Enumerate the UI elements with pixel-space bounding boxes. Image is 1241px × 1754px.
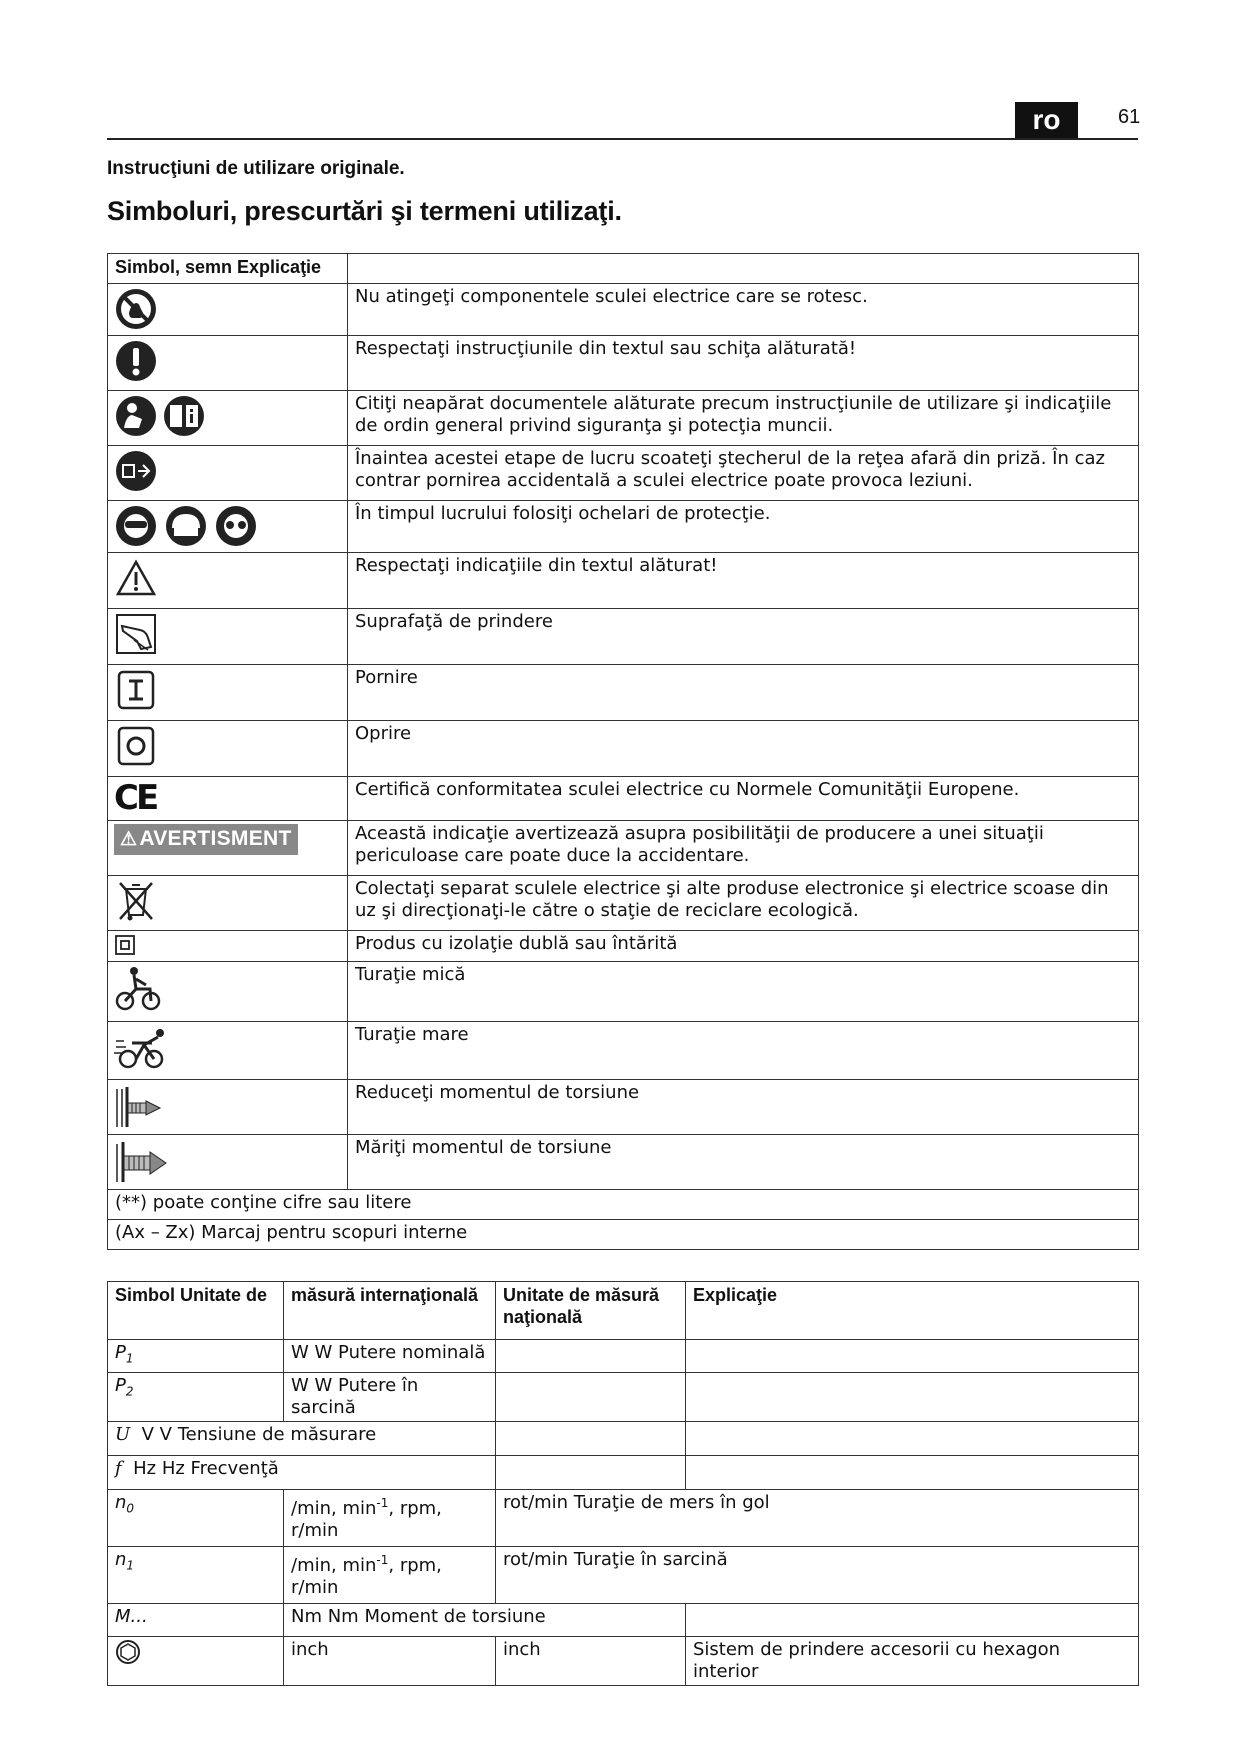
increase-torque-icon xyxy=(114,1138,170,1186)
power-on-icon xyxy=(114,668,158,712)
high-speed-icon xyxy=(114,1025,170,1073)
symbols-table xyxy=(107,253,1139,1250)
unit-explanation xyxy=(686,1373,1139,1422)
table-row xyxy=(108,665,1139,721)
table-row xyxy=(108,391,1139,446)
table-row xyxy=(108,1604,1139,1637)
table-row xyxy=(108,284,1139,336)
symbol-explanation: Respectaţi instrucţiunile din textul sau schiţa alăturată! xyxy=(348,336,1139,391)
table-row xyxy=(108,821,1139,876)
units-header-symbol: Simbol Unitate de xyxy=(108,1282,284,1340)
unit-international: inch xyxy=(284,1637,496,1686)
unit-symbol: P xyxy=(115,1375,126,1396)
unit-international: V V Tensiune de măsurare xyxy=(141,1424,377,1445)
unit-national xyxy=(496,1456,686,1490)
symbol-explanation: Colectaţi separat sculele electrice şi alte produse electronice şi electrice scoase din uz şi direcţionaţi-le către o staţie de reciclare ecologică. xyxy=(348,876,1139,931)
table-row xyxy=(108,1022,1139,1080)
reduce-torque-icon xyxy=(114,1083,164,1131)
symbol-explanation: Nu atingeţi componentele sculei electrice care se rotesc. xyxy=(348,284,1139,336)
table-row xyxy=(108,446,1139,501)
symbol-explanation: Pornire xyxy=(348,665,1139,721)
symbol-explanation: Suprafaţă de prindere xyxy=(348,609,1139,665)
document-subtitle: Instrucţiuni de utilizare originale. xyxy=(107,158,405,179)
unit-international: /min, $\min^{-1}$, rpm, r/min xyxy=(284,1547,496,1604)
table-row xyxy=(108,1422,1139,1456)
table-row: $P_1$ W W Putere nominală xyxy=(108,1340,1139,1373)
unit-international: W W Putere nominală xyxy=(284,1340,496,1373)
symbol-explanation: În timpul lucrului folosiţi ochelari de protecţie. xyxy=(348,501,1139,553)
table-row xyxy=(108,931,1139,962)
table-header-row xyxy=(108,254,1139,284)
symbol-explanation: Turaţie mare xyxy=(348,1022,1139,1080)
table-row xyxy=(108,336,1139,391)
table-row xyxy=(108,501,1139,553)
avertisment-badge: ⚠AVERTISMENT xyxy=(114,824,298,855)
units-header-explanation: Explicaţie xyxy=(686,1282,1139,1340)
unplug-icon xyxy=(114,449,158,493)
no-touch-rotating-icon xyxy=(114,287,158,331)
unit-symbol: P xyxy=(115,1342,126,1363)
table-row xyxy=(108,1135,1139,1190)
unit-explanation xyxy=(686,1604,1139,1637)
page-number: 61 xyxy=(1118,106,1141,128)
units-table xyxy=(107,1281,1139,1686)
symbol-explanation: Oprire xyxy=(348,721,1139,777)
unit-international: Hz Hz Frecvenţă xyxy=(133,1458,279,1479)
table-row xyxy=(108,1190,1139,1220)
language-badge: ro xyxy=(1015,102,1078,138)
unit-national xyxy=(496,1422,686,1456)
power-off-icon xyxy=(114,724,158,768)
symbol-explanation: Reduceţi momentul de torsiune xyxy=(348,1080,1139,1135)
unit-national xyxy=(496,1373,686,1422)
unit-symbol: n xyxy=(115,1492,127,1513)
table-row: $n_1$ /min, $\min^{-1}$, rpm, r/min rot/min Turaţie în sarcină xyxy=(108,1547,1139,1604)
symbol-explanation: Această indicaţie avertizează asupra posibilităţii de producere a unei situaţii periculoase care poate duce la accidentare. xyxy=(348,821,1139,876)
unit-national xyxy=(496,1340,686,1373)
ce-mark-icon: CE xyxy=(114,778,157,818)
grip-surface-icon xyxy=(114,612,158,656)
footnote: (**) poate conţine cifre sau litere xyxy=(108,1190,1139,1220)
table-row xyxy=(108,553,1139,609)
unit-symbol: M... xyxy=(115,1606,148,1627)
units-header-international: măsură internaţională xyxy=(284,1282,496,1340)
protective-gear-icon xyxy=(114,504,258,548)
table-row xyxy=(108,1456,1139,1490)
page-title: Simboluri, prescurtări şi termeni utilizaţi. xyxy=(107,196,622,226)
symbol-explanation: Citiţi neapărat documentele alăturate precum instrucţiunile de utilizare şi indicaţiile de ordin general privind siguranţa şi potecţia muncii. xyxy=(348,391,1139,446)
symbol-explanation: Înaintea acestei etape de lucru scoateţi ştecherul de la reţea afară din priză. În caz contrar pornirea accidentală a sculei electrice poate provoca leziuni. xyxy=(348,446,1139,501)
symbol-explanation: Turaţie mică xyxy=(348,962,1139,1022)
warning-triangle-icon xyxy=(114,556,158,600)
symbols-header: Simbol, semn Explicaţie xyxy=(108,254,348,284)
low-speed-icon xyxy=(114,965,162,1013)
table-row: $P_2$ W W Putere în sarcină xyxy=(108,1373,1139,1422)
unit-explanation: Sistem de prindere accesorii cu hexagon interior xyxy=(686,1637,1139,1686)
symbol-explanation: Produs cu izolaţie dublă sau întărită xyxy=(348,931,1139,962)
unit-explanation xyxy=(686,1456,1139,1490)
table-row xyxy=(108,876,1139,931)
symbol-explanation: Măriţi momentul de torsiune xyxy=(348,1135,1139,1190)
hexagon-icon xyxy=(115,1639,141,1665)
table-row xyxy=(108,1637,1139,1686)
units-header-national: Unitate de măsură naţională xyxy=(496,1282,686,1340)
table-row xyxy=(108,609,1139,665)
unit-national: rot/min Turaţie în sarcină xyxy=(496,1547,1139,1604)
double-insulation-icon xyxy=(114,934,136,956)
header-rule xyxy=(107,138,1138,140)
warning-triangle-icon: ⚠ xyxy=(120,829,138,850)
table-row: $n_0$ /min, $\min^{-1}$, rpm, r/min rot/min Turaţie de mers în gol xyxy=(108,1490,1139,1547)
table-row xyxy=(108,1220,1139,1250)
symbol-explanation: Certifică conformitatea sculei electrice cu Normele Comunităţii Europene. xyxy=(348,777,1139,821)
unit-national: rot/min Turaţie de mers în gol xyxy=(496,1490,1139,1547)
table-row xyxy=(108,721,1139,777)
table-row xyxy=(108,777,1139,821)
unit-explanation xyxy=(686,1340,1139,1373)
exclamation-icon xyxy=(114,339,158,383)
unit-symbol: U xyxy=(115,1424,131,1445)
unit-international: W W Putere în sarcină xyxy=(284,1373,496,1422)
weee-bin-icon xyxy=(114,879,158,923)
read-manual-icon xyxy=(114,394,208,438)
footnote: (Ax – Zx) Marcaj pentru scopuri interne xyxy=(108,1220,1139,1250)
unit-symbol: n xyxy=(115,1549,127,1570)
unit-symbol: f xyxy=(115,1458,122,1479)
unit-international: Nm Nm Moment de torsiune xyxy=(284,1604,686,1637)
unit-international: /min, $\min^{-1}$, rpm, r/min xyxy=(284,1490,496,1547)
unit-national: inch xyxy=(496,1637,686,1686)
table-header-row xyxy=(108,1282,1139,1340)
table-row xyxy=(108,1080,1139,1135)
symbol-explanation: Respectaţi indicaţiile din textul alăturat! xyxy=(348,553,1139,609)
table-row xyxy=(108,962,1139,1022)
unit-explanation xyxy=(686,1422,1139,1456)
